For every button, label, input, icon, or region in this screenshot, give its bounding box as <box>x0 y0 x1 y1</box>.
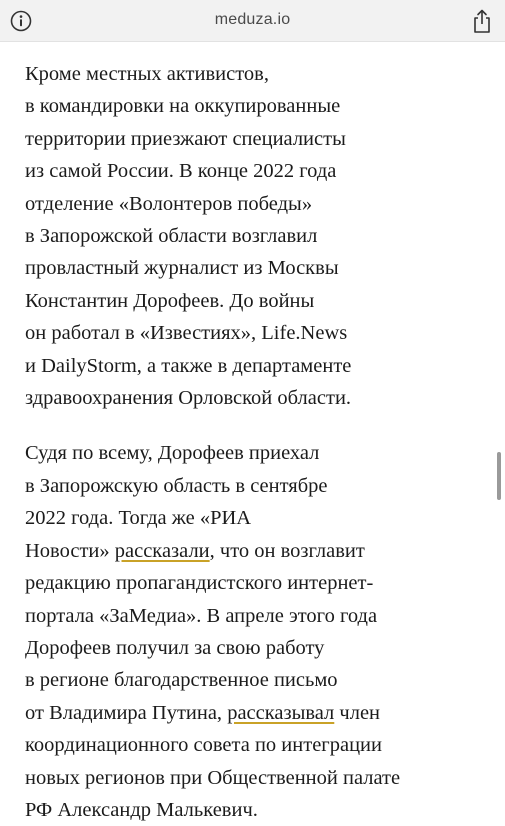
text-line: редакцию пропагандистского интернет- <box>25 572 374 595</box>
browser-toolbar <box>0 0 505 42</box>
text-line: в Запорожскую область в сентябре <box>25 474 328 497</box>
text-line: новых регионов при Общественной палате <box>25 766 401 789</box>
text-line: Судя по всему, Дорофеев приехал <box>25 442 320 465</box>
text-line: РФ Александр Малькевич. <box>25 798 258 821</box>
text-line: в регионе благодарственное письмо <box>25 669 338 692</box>
address-bar-url[interactable]: meduza.io <box>214 11 291 28</box>
link-rasskazyval[interactable]: рассказывал <box>227 701 335 724</box>
text-line: отделение «Волонтеров победы» <box>25 192 313 215</box>
text-line: из самой России. В конце 2022 года <box>25 160 337 183</box>
article-paragraph-1 <box>25 58 465 414</box>
text-line-with-link <box>25 697 465 729</box>
text-line: Константин Дорофеев. До войны <box>25 289 315 312</box>
text-line: здравоохранения Орловской области. <box>25 387 352 410</box>
text-segment: , что он возглавит <box>209 539 365 562</box>
text-line: и DailyStorm, а также в департаменте <box>25 354 352 377</box>
text-line-with-link <box>25 535 465 567</box>
article-body <box>25 58 465 826</box>
scrollbar-thumb[interactable] <box>497 452 501 500</box>
text-line: Кроме местных активистов, <box>25 63 269 85</box>
article-paragraph-2 <box>25 437 465 826</box>
link-rasskazali[interactable]: рассказали <box>114 539 210 562</box>
text-line: провластный журналист из Москвы <box>25 257 339 280</box>
text-line: он работал в «Известиях», Life.News <box>25 322 348 345</box>
share-icon[interactable] <box>471 8 493 34</box>
text-line: координационного совета по интеграции <box>25 734 382 757</box>
text-line: портала «ЗаМедиа». В апреле этого года <box>25 604 378 627</box>
text-segment: член <box>334 701 381 724</box>
text-segment: Новости» <box>25 539 115 562</box>
text-line: территории приезжают специалисты <box>25 127 346 150</box>
text-line: 2022 года. Тогда же «РИА <box>25 507 252 530</box>
text-line: в Запорожской области возглавил <box>25 225 318 248</box>
text-line: в командировки на оккупированные <box>25 95 341 118</box>
text-segment: от Владимира Путина, <box>25 701 228 724</box>
text-line: Дорофеев получил за свою работу <box>25 636 325 659</box>
